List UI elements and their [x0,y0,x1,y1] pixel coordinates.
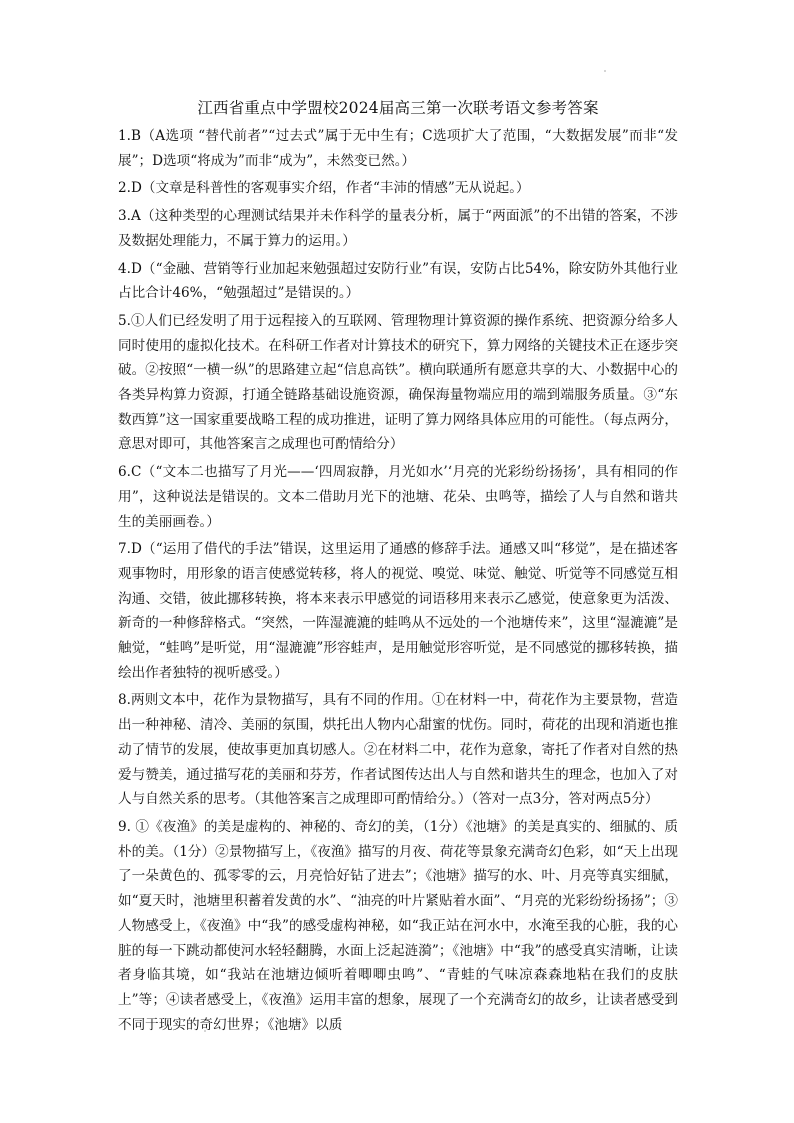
answer-3: 3.A（这种类型的心理测试结果并未作科学的量表分析，属于“两面派”的不出错的答案，不涉及数据处理能力，不属于算力的运用。） [118,208,678,249]
answer-7: 7.D（“运用了借代的手法”错误，这里运用了通感的修辞手法。通感又叫“移觉”，是在描述客观事物时，用形象的语言使感觉转移，将人的视觉、嗅觉、味觉、触觉、听觉等不同感觉互相沟通、交错，彼此挪移转换，将本来表示甲感觉的词语移用来表示乙感觉，使意象更为活泼、新奇的一种修辞格式。“突然，一阵湿漉漉的蛙鸣从不远处的一个池塘传来”，这里“湿漉漉”是触觉，“蛙鸣”是听觉，用“湿漉漉”形容蛙声，是用触觉形容听觉，是不同感觉的挪移转换，描绘出作者独特的视听感受。） [118,541,678,681]
answer-5: 5.①人们已经发明了用于远程接入的互联网、管理物理计算资源的操作系统、把资源分给多人同时使用的虚拟化技术。在科研工作者对计算技术的研究下，算力网络的关键技术正在逐步突破。②按照“一横一纵”的思路建立起“信息高铁”。横向联通所有愿意共享的大、小数据中心的各类异构算力资源，打通全链路基础设施资源，确保海量物端应用的端到端服务质量。③“东数西算”这一国家重要战略工程的成功推进，证明了算力网络具体应用的可能性。（每点两分，意思对即可，其他答案言之成理也可酌情给分） [118,312,678,453]
answer-9: 9. ①《夜渔》的美是虚构的、神秘的、奇幻的美，（1分）《池塘》的美是真实的、细腻的、质朴的美。（1分）②景物描写上，《夜渔》描写的月夜、荷花等景象充满奇幻色彩，如“天上出现了一朵黄色的、孤零零的云，月亮恰好钻了进去”；《池塘》描写的水、叶、月亮等真实细腻，如“夏天时，池塘里积蓄着发黄的水”、“油亮的叶片紧贴着水面”、“月亮的光彩纷纷扬扬”；③人物感受上，《夜渔》中“我”的感受虚构神秘，如“我正站在河水中，水淹至我的心脏，我的心脏的每一下跳动都使河水轻轻翻腾，水面上泛起涟漪”；《池塘》中“我”的感受真实清晰，让读者身临其境，如“我站在池塘边倾听着唧唧虫鸣”、“青蛙的气味凉森森地粘在我们的皮肤上”等；④读者感受上，《夜渔》运用丰富的想象，展现了一个充满奇幻的故乡，让读者感受到不同于现实的奇幻世界；《池塘》以质 [118,818,678,1033]
scan-speck [604,70,606,72]
document-title: 江西省重点中学盟校2024届高三第一次联考语文参考答案 [197,99,599,117]
answer-8: 8.两则文本中，花作为景物描写，具有不同的作用。①在材料一中，荷花作为主要景物，营造出一种神秘、清冷、美丽的氛围，烘托出人物内心甜蜜的忧伤。同时，荷花的出现和消逝也推动了情节的发展，使故事更加真切感人。②在材料二中，花作为意象，寄托了作者对自然的热爱与赞美，通过描写花的美丽和芬芳，作者试图传达出人与自然和谐共生的理念，也加入了对人与自然关系的思考。（其他答案言之成理即可酌情给分。）（答对一点3分，答对两点5分） [118,692,678,808]
answer-6: 6.C（“文本二也描写了月光——‘四周寂静，月光如水’‘月亮的光彩纷纷扬扬’，具有相同的作用”，这种说法是错误的。文本二借助月光下的池塘、花朵、虫鸣等，描绘了人与自然和谐共生的美丽画卷。） [118,464,678,530]
answer-4: 4.D（“金融、营销等行业加起来勉强超过安防行业”有误，安防占比54%，除安防外其他行业占比合计46%，“勉强超过”是错误的。） [118,260,678,302]
answer-1: 1.B（A选项 “替代前者”“过去式”属于无中生有；C选项扩大了范围，“大数据发展”而非“发展”；D选项“将成为”而非“成为”，未然变已然。） [118,128,678,169]
answer-2: 2.D（文章是科普性的客观事实介绍，作者“丰沛的情感”无从说起。） [118,180,530,197]
document-page [118,96,678,1040]
